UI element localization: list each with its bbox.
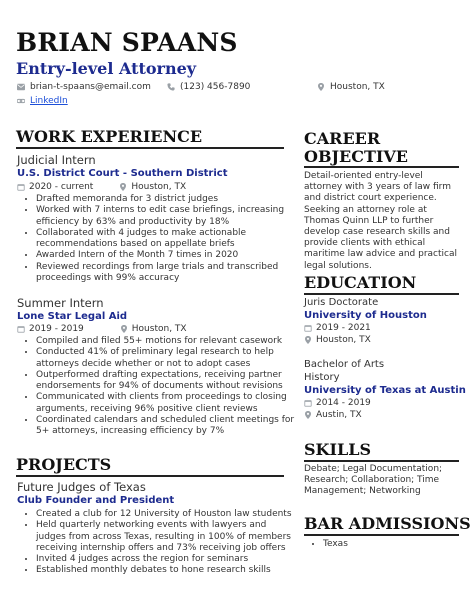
heading-line: OBJECTIVE [304, 147, 408, 166]
edu-dates [304, 398, 371, 408]
list-item: • Established monthly debates to hone research skills [36, 565, 298, 576]
projects-heading: PROJECTS [16, 455, 112, 474]
contact-phone [167, 82, 250, 92]
school: University of Texas at Austin [304, 385, 466, 396]
job-bullets [17, 194, 298, 284]
location-text: Austin, TX [316, 410, 362, 420]
heading-line: CAREER [304, 129, 381, 148]
list-item: • Conducted 41% of preliminary legal research to help attorneys decide whether or not to adopt cases [36, 347, 298, 370]
calendar-icon [17, 325, 25, 333]
job-meta [17, 324, 187, 334]
major: History [304, 372, 340, 383]
list-item: • Communicated with clients from proceedings to closing arguments, receiving 96% positive client reviews [36, 392, 298, 415]
list-item: • Held quarterly networking events with lawyers and judges from across Texas, resulting in 100% of members receiving internship offers and 73% receiving job offers [36, 520, 298, 554]
list-item: • Awarded Intern of the Month 7 times in 2020 [36, 250, 298, 261]
email-text[interactable]: brian-t-spaans@email.com [30, 82, 151, 92]
calendar-icon [304, 324, 312, 332]
list-item: • Outperformed drafting expectations, receiving partner endorsements for 94% of documents without revisions [36, 370, 298, 393]
location-text: Houston, TX [330, 82, 385, 92]
project-bullets [17, 509, 298, 577]
map-pin-icon [119, 183, 127, 191]
education-heading: EDUCATION [304, 273, 417, 292]
job-bullets [17, 336, 298, 438]
calendar-icon [304, 399, 312, 407]
degree: Bachelor of Arts [304, 359, 385, 370]
job-dates: 2019 - 2019 [29, 324, 84, 334]
job-organization: Lone Star Legal Aid [17, 311, 128, 322]
calendar-icon [17, 183, 25, 191]
edu-location [304, 335, 371, 345]
project-name: Future Judges of Texas [17, 480, 146, 494]
edu-dates [304, 323, 371, 333]
link-icon [17, 97, 25, 105]
job-dates: 2020 - current [29, 182, 94, 192]
map-pin-icon [304, 336, 312, 344]
bar-admissions-heading: BAR ADMISSIONS [304, 514, 471, 533]
list-item: • Coordinated calendars and scheduled client meetings for 5+ attorneys, increasing efficiency by 7% [36, 415, 298, 438]
section-divider [16, 475, 284, 477]
school: University of Houston [304, 310, 427, 321]
list-item: • Reviewed recordings from large trials and transcribed proceedings with 99% accuracy [36, 262, 298, 285]
list-item: • Worked with 7 interns to edit case briefings, increasing efficiency by 63% and productivity by 18% [36, 205, 298, 228]
job-organization: U.S. District Court - Southern District [17, 168, 228, 179]
job-role: Summer Intern [17, 296, 104, 310]
project-role: Club Founder and President [17, 495, 175, 506]
degree: Juris Doctorate [304, 297, 379, 308]
skills-heading: SKILLS [304, 440, 371, 459]
contact-location [317, 82, 385, 92]
phone-text[interactable]: (123) 456-7890 [180, 82, 251, 92]
dates-text: 2019 - 2021 [316, 323, 371, 333]
map-pin-icon [120, 325, 128, 333]
job-title: Entry-level Attorney [16, 59, 197, 78]
career-objective-heading [304, 130, 408, 166]
list-item: • Collaborated with 4 judges to make actionable recommendations based on appellate briefs [36, 228, 298, 251]
phone-icon [167, 83, 175, 91]
list-item: • Created a club for 12 University of Houston law students [36, 509, 298, 520]
list-item: • Drafted memoranda for 3 district judges [36, 194, 298, 205]
job-location: Houston, TX [131, 182, 187, 192]
section-divider [16, 147, 284, 149]
job-meta [17, 182, 186, 192]
section-divider [304, 534, 459, 536]
envelope-icon [17, 83, 25, 91]
contact-linkedin [17, 96, 68, 106]
section-divider [304, 460, 459, 462]
candidate-name: BRIAN SPAANS [16, 28, 238, 57]
skills-text: Debate; Legal Documentation; Research; Collaboration; Time Management; Networking [304, 464, 443, 497]
contact-email [17, 82, 151, 92]
section-divider [304, 293, 459, 295]
list-item: • Texas [323, 539, 473, 550]
map-pin-icon [304, 411, 312, 419]
map-pin-icon [317, 83, 325, 91]
linkedin-link[interactable]: LinkedIn [30, 96, 68, 106]
job-role: Judicial Intern [17, 153, 96, 167]
objective-text: Detail-oriented entry-level attorney with 3 years of law firm and district court experience. Seeking an attorney role at Thomas Quinn LLP to further develop case research skills and provide clients with ethical maritime law advice and practical legal solutions. [304, 171, 457, 271]
list-item: • Compiled and filed 55+ motions for relevant casework [36, 336, 298, 347]
work-experience-heading: WORK EXPERIENCE [16, 127, 203, 146]
section-divider [304, 166, 459, 168]
location-text: Houston, TX [316, 335, 371, 345]
list-item: • Invited 4 judges across the region for seminars [36, 554, 298, 565]
edu-location [304, 410, 362, 420]
dates-text: 2014 - 2019 [316, 398, 371, 408]
job-location: Houston, TX [131, 324, 187, 334]
bar-list [304, 539, 473, 550]
